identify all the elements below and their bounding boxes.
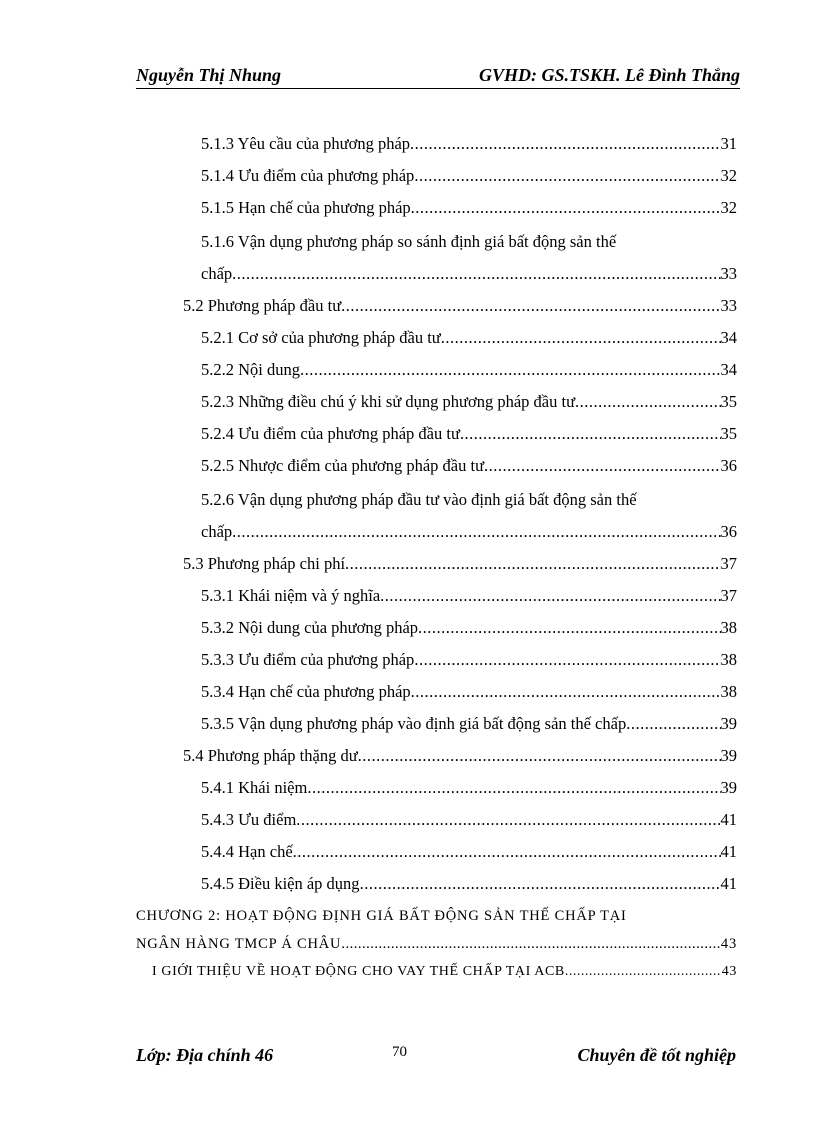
toc-entry-page: 38: [720, 682, 737, 701]
toc-leader-dots: [345, 548, 720, 580]
toc-leader-dots: [575, 386, 720, 418]
header-author: Nguyễn Thị Nhung: [136, 65, 282, 85]
toc-entry-page: 36: [720, 522, 737, 541]
toc-entry-page: 41: [720, 810, 737, 829]
toc-entry-page: 33: [720, 264, 737, 283]
toc-leader-dots: [418, 612, 720, 644]
toc-entry-page: 37: [720, 554, 737, 573]
toc-leader-dots: [441, 322, 721, 354]
toc-entry-page: 38: [720, 650, 737, 669]
header-advisor: GVHD: GS.TSKH. Lê Đình Thắng: [478, 65, 740, 85]
toc-entry-title: 5.3.2 Nội dung của phương pháp: [201, 618, 419, 637]
toc-entry-5-1-6-line1[interactable]: 5.1.6 Vận dụng phương pháp so sánh định giá bất động sản thế: [201, 232, 617, 251]
toc-entry-page: 36: [720, 456, 737, 475]
toc-leader-dots: [296, 804, 720, 836]
toc-entry-5-1-6[interactable]: [201, 258, 737, 290]
toc-entry-title: 5.2.1 Cơ sở của phương pháp đầu tư: [201, 328, 441, 347]
toc-leader-dots: [414, 644, 720, 676]
toc-entry-page: 35: [720, 424, 737, 443]
toc-leader-dots: [411, 676, 721, 708]
page-header: [136, 64, 740, 89]
toc-entry-5-1-5[interactable]: [201, 192, 737, 224]
toc-entry-5-4[interactable]: [183, 740, 737, 772]
toc-leader-dots: [300, 354, 721, 386]
toc-entry-5-3-3[interactable]: [201, 644, 737, 676]
toc-entry-page: 39: [720, 714, 737, 733]
toc-leader-dots: [411, 192, 721, 224]
toc-entry-page: 31: [720, 134, 737, 153]
toc-entry-5-2-6[interactable]: [201, 516, 737, 548]
toc-leader-dots: [307, 772, 720, 804]
toc-entry-title: 5.2 Phương pháp đầu tư: [183, 296, 342, 315]
toc-entry-title: 5.4.3 Ưu điểm: [201, 810, 297, 829]
footer-thesis-type: Chuyên đề tốt nghiệp: [577, 1045, 736, 1065]
toc-entry-title: 5.2.2 Nội dung: [201, 360, 300, 379]
toc-entry-5-1-3[interactable]: [201, 128, 737, 160]
footer-page-number: 70: [392, 1044, 407, 1060]
toc-leader-dots: [565, 956, 722, 988]
toc-entry-page: 38: [720, 618, 737, 637]
toc-entry-page: 33: [720, 296, 737, 315]
toc-entry-page: 43: [720, 936, 737, 952]
toc-entry-title: 5.2.3 Những điều chú ý khi sử dụng phương pháp đầu tư: [201, 392, 576, 411]
toc-entry-title: chấp: [201, 264, 233, 283]
toc-entry-5-2[interactable]: [183, 290, 737, 322]
toc-leader-dots: [414, 160, 720, 192]
toc-entry-5-3-5[interactable]: [201, 708, 737, 740]
toc-entry-5-4-4[interactable]: [201, 836, 737, 868]
toc-entry-title: 5.4.4 Hạn chế: [201, 842, 293, 861]
toc-entry-5-2-2[interactable]: [201, 354, 737, 386]
toc-leader-dots: [380, 580, 720, 612]
toc-entry-page: 39: [720, 746, 737, 765]
toc-entry-title: 5.3.4 Hạn chế của phương pháp: [201, 682, 411, 701]
toc-entry-title: 5.3.3 Ưu điểm của phương pháp: [201, 650, 415, 669]
toc-entry-5-2-6-line1[interactable]: 5.2.6 Vận dụng phương pháp đầu tư vào định giá bất động sản thế: [201, 490, 637, 509]
toc-leader-dots: [232, 516, 720, 548]
toc-entry-title: 5.4.1 Khái niệm: [201, 778, 308, 797]
toc-leader-dots: [460, 418, 721, 450]
toc-entry-chapter-2-line1[interactable]: CHƯƠNG 2: HOẠT ĐỘNG ĐỊNH GIÁ BẤT ĐỘNG SẢN THẾ CHẤP TẠI: [136, 908, 627, 924]
toc-entry-section-i[interactable]: [152, 956, 737, 988]
toc-entry-page: 41: [720, 874, 737, 893]
toc-leader-dots: [626, 708, 720, 740]
toc-entry-page: 34: [720, 328, 737, 347]
toc-entry-title: 5.4 Phương pháp thặng dư: [183, 746, 358, 765]
toc-entry-5-4-3[interactable]: [201, 804, 737, 836]
toc-entry-page: 43: [721, 964, 737, 979]
toc-entry-5-2-3[interactable]: [201, 386, 737, 418]
toc-entry-title: 5.3 Phương pháp chi phí: [183, 554, 346, 573]
toc-entry-title: 5.4.5 Điều kiện áp dụng: [201, 874, 360, 893]
toc-entry-page: 32: [720, 166, 737, 185]
toc-entry-title: NGÂN HÀNG TMCP Á CHÂU: [136, 936, 342, 952]
toc-entry-5-4-1[interactable]: [201, 772, 737, 804]
toc-entry-page: 35: [720, 392, 737, 411]
toc-entry-title: I GIỚI THIỆU VỀ HOẠT ĐỘNG CHO VAY THẾ CHẤP TẠI ACB: [152, 964, 565, 979]
toc-entry-5-2-5[interactable]: [201, 450, 737, 482]
footer-class-name: Lớp: Địa chính 46: [136, 1045, 274, 1065]
toc-entry-title: chấp: [201, 522, 233, 541]
toc-leader-dots: [341, 290, 720, 322]
toc-entry-title: 5.3.5 Vận dụng phương pháp vào định giá bất động sản thế chấp: [201, 714, 627, 733]
toc-leader-dots: [293, 836, 721, 868]
toc-entry-title: 5.1.3 Yêu cầu của phương pháp: [201, 134, 411, 153]
toc-entry-5-3-4[interactable]: [201, 676, 737, 708]
toc-leader-dots: [360, 868, 721, 900]
toc-entry-page: 32: [720, 198, 737, 217]
toc-entry-5-3-2[interactable]: [201, 612, 737, 644]
toc-entry-title: 5.2.5 Nhược điểm của phương pháp đầu tư: [201, 456, 485, 475]
toc-entry-title: 5.2.4 Ưu điểm của phương pháp đầu tư: [201, 424, 460, 443]
toc-entry-5-1-4[interactable]: [201, 160, 737, 192]
toc-entry-title: 5.3.1 Khái niệm và ý nghĩa: [201, 586, 381, 605]
toc-entry-5-3-1[interactable]: [201, 580, 737, 612]
toc-entry-title: 5.1.4 Ưu điểm của phương pháp: [201, 166, 415, 185]
toc-entry-page: 34: [720, 360, 737, 379]
toc-leader-dots: [484, 450, 720, 482]
toc-entry-page: 37: [720, 586, 737, 605]
toc-leader-dots: [410, 128, 720, 160]
toc-entry-title: 5.1.5 Hạn chế của phương pháp: [201, 198, 411, 217]
toc-leader-dots: [232, 258, 720, 290]
toc-entry-5-2-4[interactable]: [201, 418, 737, 450]
toc-entry-5-2-1[interactable]: [201, 322, 737, 354]
toc-entry-5-3[interactable]: [183, 548, 737, 580]
page-footer: [136, 1043, 736, 1071]
toc-entry-page: 39: [720, 778, 737, 797]
toc-leader-dots: [358, 740, 721, 772]
toc-entry-page: 41: [720, 842, 737, 861]
toc-entry-5-4-5[interactable]: [201, 868, 737, 900]
